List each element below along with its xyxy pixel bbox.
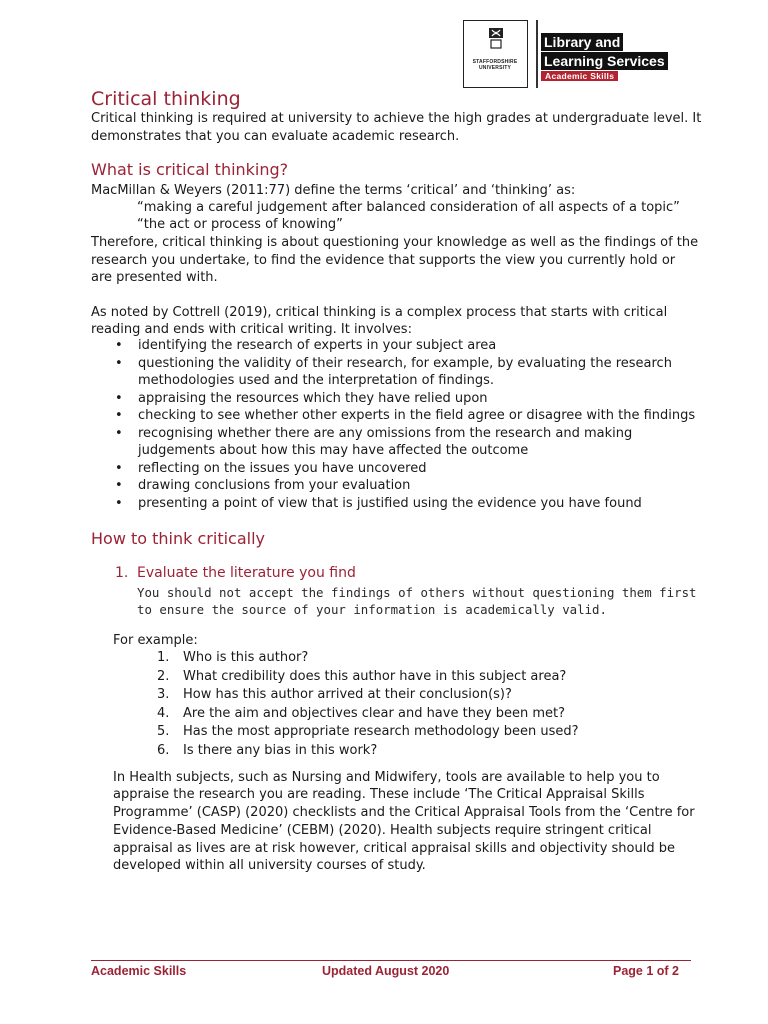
list-item: • presenting a point of view that is justified using the evidence you have found: [115, 495, 642, 511]
for-example-label: For example:: [113, 633, 198, 648]
cottrell-line-2: reading and ends with critical writing. It involves:: [91, 322, 412, 337]
health-line-2: appraise the research you are reading. These include ‘The Critical Appraisal Skills: [113, 787, 645, 802]
therefore-line-2: research you undertake, to find the evidence that supports the view you currently hold or: [91, 253, 676, 268]
list-item: 4. Are the aim and objectives clear and have they been met?: [157, 705, 566, 721]
therefore-line-3: are presented with.: [91, 270, 218, 285]
logo-line1: Library and: [541, 33, 623, 51]
health-line-5: appraisal as lives are at risk however, critical appraisal skills and objectivity should be: [113, 841, 675, 856]
step-1-heading: Evaluate the literature you find: [137, 565, 356, 581]
health-line-1: In Health subjects, such as Nursing and Midwifery, tools are available to help you to: [113, 770, 660, 785]
step-1-number: 1.: [115, 565, 129, 581]
intro-line-2: demonstrates that you can evaluate academic research.: [91, 129, 460, 144]
involves-list: [91, 337, 695, 512]
list-item: 2. What credibility does this author have in this subject area?: [157, 668, 567, 684]
health-line-4: Evidence-Based Medicine’ (CEBM) (2020). Health subjects require stringent critical: [113, 823, 652, 838]
step-1-text-2: to ensure the source of your information is academically valid.: [137, 602, 607, 617]
footer-page-number: Page 1 of 2: [613, 964, 679, 978]
list-item: • reflecting on the issues you have uncovered: [115, 460, 427, 476]
university-crest: [463, 20, 528, 88]
list-item: 6. Is there any bias in this work?: [157, 742, 378, 758]
quote-2: “the act or process of knowing”: [137, 217, 343, 232]
footer-center: Updated August 2020: [322, 964, 450, 978]
questions-list: [157, 649, 579, 760]
footer-divider: [91, 960, 691, 961]
list-item: 1. Who is this author?: [157, 650, 309, 665]
university-name: STAFFORDSHIRE UNIVERSITY: [472, 59, 518, 71]
section-heading-what: What is critical thinking?: [91, 160, 289, 179]
cottrell-line-1: As noted by Cottrell (2019), critical thinking is a complex process that starts with critical: [91, 305, 668, 320]
page-title: Critical thinking: [91, 88, 241, 110]
logo-tagline: Academic Skills: [541, 71, 618, 81]
knot-icon: [488, 27, 504, 49]
library-logo: [463, 20, 673, 88]
list-item: • questioning the validity of their research, for example, by evaluating the research methodologies used and the interpretation of findings.: [115, 355, 672, 388]
list-item: 3. How has this author arrived at their conclusion(s)?: [157, 687, 512, 702]
section-heading-how: How to think critically: [91, 529, 265, 548]
logo-line2: Learning Services: [541, 52, 668, 70]
footer-left: Academic Skills: [91, 964, 187, 978]
list-item: • drawing conclusions from your evaluation: [115, 478, 411, 493]
health-line-3: Programme’ (CASP) (2020) checklists and the Critical Appraisal Tools from the ‘Centre for: [113, 805, 695, 820]
therefore-line-1: Therefore, critical thinking is about questioning your knowledge as well as the findings of the: [91, 235, 699, 250]
intro-line-1: Critical thinking is required at university to achieve the high grades at undergraduate level. It: [91, 111, 702, 126]
list-item: • identifying the research of experts in your subject area: [115, 338, 497, 353]
logo-divider: [536, 20, 538, 88]
list-item: • checking to see whether other experts in the field agree or disagree with the findings: [115, 408, 696, 423]
list-item: 5. Has the most appropriate research methodology been used?: [157, 724, 579, 739]
list-item: • recognising whether there are any omissions from the research and making judgements about how this may have affected the outcome: [115, 425, 633, 458]
list-item: • appraising the resources which they have relied upon: [115, 390, 488, 406]
step-1-text-1: You should not accept the findings of others without questioning them first: [137, 585, 697, 600]
health-line-6: developed within all university courses of study.: [113, 858, 426, 873]
definition-intro: MacMillan & Weyers (2011:77) define the terms ‘critical’ and ‘thinking’ as:: [91, 183, 576, 198]
quote-1: “making a careful judgement after balanced consideration of all aspects of a topic”: [137, 200, 680, 215]
